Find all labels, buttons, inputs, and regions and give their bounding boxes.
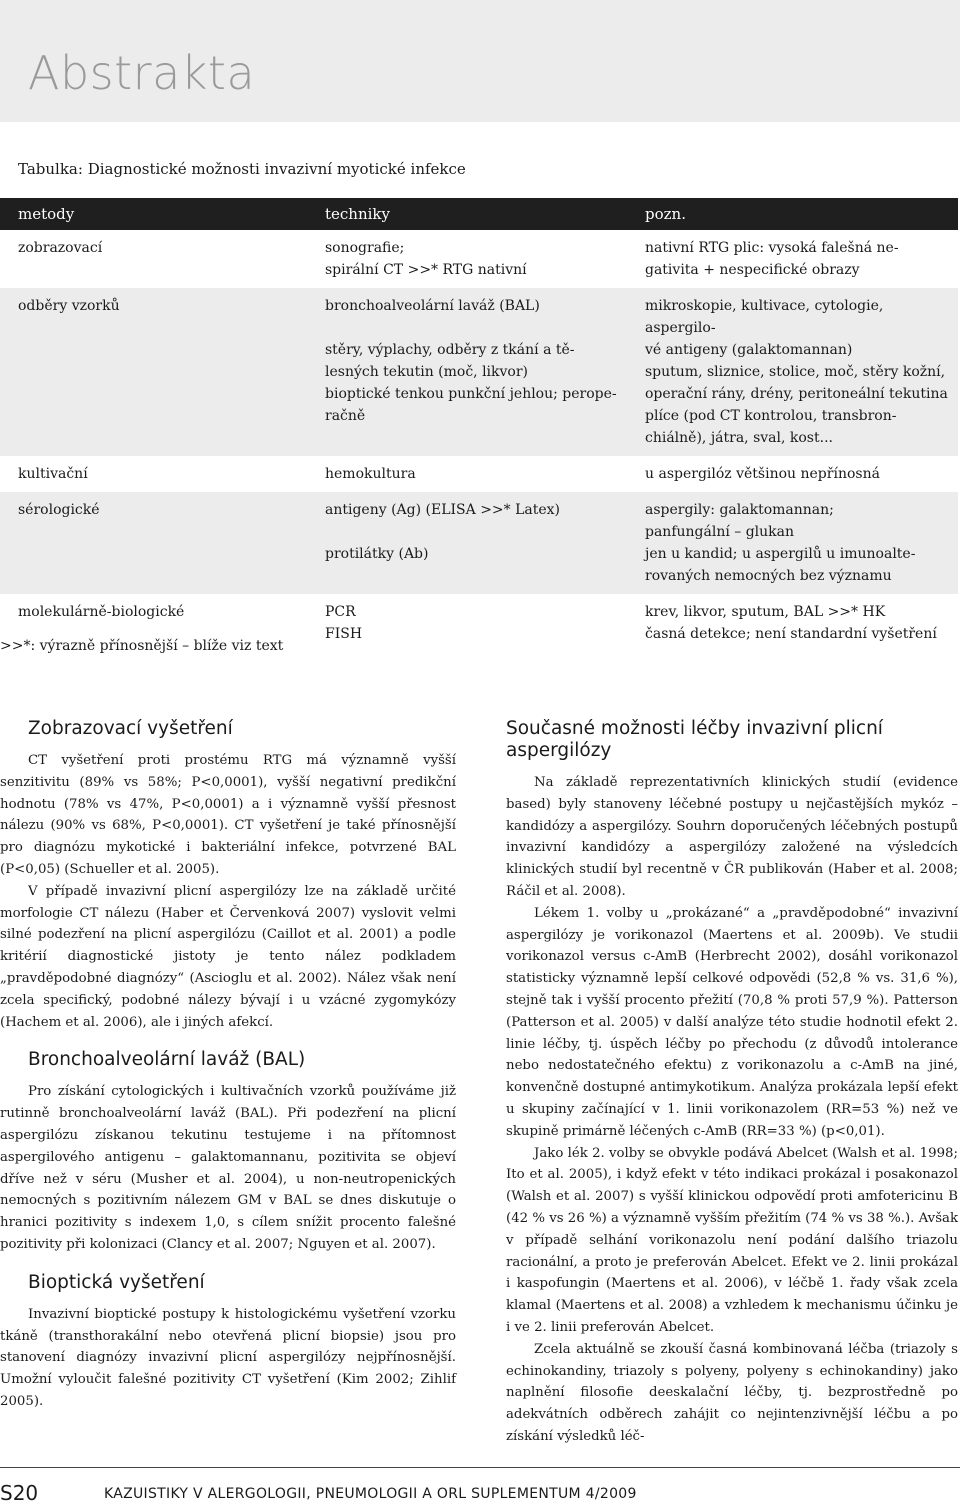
method-cell: sérologické bbox=[0, 492, 325, 594]
table-footnote: >>*: výrazně přínosnější – blíže viz text bbox=[0, 638, 284, 654]
note-line: chiálně), játra, sval, kost... bbox=[645, 430, 833, 446]
note-line: aspergily: galaktomannan; bbox=[645, 502, 834, 518]
paragraph: Lékem 1. volby u „prokázané“ a „pravděpodobné“ invazivní aspergilózy je vorikonazol (Maertens et al. 2009b). Ve studii vorikonazol versus c-AmB (Herbrecht 2002), dosáhl vorikonazol statisticky významně lepší celkové odpovědi (52,8 % vs. 31,6 %), stejně tak i vyšší procento přežití (70,8 % proti 57,9 %). Patterson (Patterson et al. 2005) v další analýze této studie hodnotil efekt 2. linie léčby, tj. úspěch léčby po přechodu (z důvodů intolerance nebo nedostatečného efektu) z vorikonazolu a c-AmB na jiné, konvenčně dostupné antimykotikum. Analýza prokázala lepší efekt u skupiny začínající v 1. linii vorikonazolem (RR=53 %) než ve skupině primárně léčených c-AmB (RR=33 %) (p<0,01). bbox=[506, 905, 958, 1139]
method-cell: zobrazovací bbox=[18, 240, 103, 256]
paragraph: Invazivní bioptické postupy k histologickému vyšetření vzorku tkáně (transthorakální nebo otevřená plicní biopsie) jsou pro stanovení diagnózy invazivní plicní aspergilózy nejpřínosnější. Umožní vyloučit falešné pozitivity CT vyšetření (Kim 2002; Zihlif 2005). bbox=[0, 1306, 456, 1409]
note-line: nativní RTG plic: vysoká falešná ne- bbox=[645, 240, 899, 256]
paragraph: Na základě reprezentativních klinických studií (evidence based) byly stanoveny léčebné postupy u nejčastějších mykóz – kandidózy a aspergilózy. Souhrn doporučených léčebných postupů invazivní kandidózy a aspergilózy založené na výsledcích klinických studií byl recentně v ČR publikován (Haber et al. 2008; Ráčil et al. 2008). bbox=[506, 775, 958, 899]
note-line: krev, likvor, sputum, BAL >>* HK bbox=[645, 604, 886, 620]
table-row bbox=[0, 492, 958, 594]
right-column bbox=[506, 718, 958, 1448]
column-header-notes: pozn. bbox=[645, 198, 958, 230]
technique-line: račně bbox=[325, 408, 366, 424]
technique-line: PCR bbox=[325, 604, 356, 620]
note-line: u aspergilóz většinou nepřínosná bbox=[645, 466, 880, 482]
technique-cell bbox=[325, 594, 645, 652]
section-gap bbox=[28, 1256, 456, 1272]
note-line: panfungální – glukan bbox=[645, 524, 795, 540]
technique-spacer bbox=[325, 317, 623, 339]
note-line: gativita + nespecifické obrazy bbox=[645, 262, 860, 278]
journal-name: KAZUISTIKY V ALERGOLOGII, PNEUMOLOGII A ORL SUPLEMENTUM 4/2009 bbox=[104, 1486, 637, 1502]
paragraph: V případě invazivní plicní aspergilózy lze na základě určité morfologie CT nálezu (Haber et Červenková 2007) vyslovit velmi silné podezření na plicní aspergilózu (Caillot et al. 2001) a podle kritérií diagnostické jistoty je tento nález podkladem „pravděpodobné diagnózy“ (Ascioglu et al. 2002). Nález však není zcela specifický, podobné nálezy bývají i u vzácné zygomykózy (Hachem et al. 2006), ale i jiných afekcí. bbox=[0, 883, 456, 1030]
table-header-row bbox=[0, 198, 958, 230]
note-line: vé antigeny (galaktomannan) bbox=[645, 342, 853, 358]
note-line: sputum, sliznice, stolice, moč, stěry kožní, bbox=[645, 364, 946, 380]
technique-cell bbox=[325, 492, 645, 594]
paragraph: Zcela aktuálně se zkouší časná kombinovaná léčba (triazoly s echinokandiny, triazoly s polyeny, polyeny s echinokandiny) jako naplnění filosofie deeskalační léčby, tj. bezprostředně po adekvátních odběrech zahájit co nejintenzivnější léčbu a po získání výsledků léč- bbox=[506, 1341, 958, 1444]
section-gap bbox=[28, 1033, 456, 1049]
paragraph: CT vyšetření proti prostému RTG má významně vyšší senzitivitu (89% vs 58%; P<0,0001), vyšší negativní predikční hodnotu (78% vs 47%, P<0,0001) a i významně vyšší přesnost nálezu (90% vs 68%, P<0,0001). CT vyšetření je také přínosnější pro diagnózu mykotické i bakteriální infekce, potvrzené BAL (P<0,05) (Schueller et al. 2005). bbox=[0, 753, 456, 877]
technique-cell bbox=[325, 288, 645, 456]
technique-line: protilátky (Ab) bbox=[325, 546, 429, 562]
note-line: rovaných nemocných bez významu bbox=[645, 568, 892, 584]
technique-cell bbox=[325, 230, 645, 288]
method-cell: odběry vzorků bbox=[0, 288, 325, 456]
technique-spacer bbox=[325, 521, 623, 543]
section-heading-biopsy: Bioptická vyšetření bbox=[28, 1271, 205, 1293]
note-line: plíce (pod CT kontrolou, transbron- bbox=[645, 408, 897, 424]
technique-line: FISH bbox=[325, 626, 363, 642]
diagnostic-table bbox=[0, 198, 958, 652]
paragraph: Jako lék 2. volby se obvykle podává Abelcet (Walsh et al. 1998; Ito et al. 2005), i když efekt v této indikaci prokázal i posakonazol (Walsh et al. 2007) s vyšší klinickou odpovědí proti amfotericinu B (42 % vs 26 %) a významně vyšším přežitím (74 % vs 38 %.). Avšak v případě selhání vorikonazolu není podání dalšího triazolu racionální, a proto je preferován Abelcet. Efekt ve 2. linii prokázal i kaspofungin (Maertens et al. 2006), v léčbě 1. řady však zcela klamal (Maertens et al. 2008) a vzhledem k mechanismu účinku je i ve 2. linii preferován Abelcet. bbox=[506, 1145, 958, 1335]
technique-line: bronchoalveolární laváž (BAL) bbox=[325, 298, 540, 314]
page-number: S20 bbox=[0, 1481, 39, 1504]
note-cell bbox=[645, 594, 958, 652]
technique-cell bbox=[325, 456, 645, 492]
table-caption: Tabulka: Diagnostické možnosti invazivní myotické infekce bbox=[18, 160, 466, 178]
note-cell bbox=[645, 492, 958, 594]
note-cell bbox=[645, 456, 958, 492]
technique-line: lesných tekutin (moč, likvor) bbox=[325, 364, 528, 380]
table-row bbox=[0, 456, 958, 492]
column-header-techniques: techniky bbox=[325, 198, 645, 230]
technique-line: antigeny (Ag) (ELISA >>* Latex) bbox=[325, 502, 561, 518]
table-row bbox=[0, 288, 958, 456]
technique-line: stěry, výplachy, odběry z tkání a tě- bbox=[325, 342, 575, 358]
technique-line: bioptické tenkou punkční jehlou; perope- bbox=[325, 386, 617, 402]
note-line: jen u kandid; u aspergilů u imunoalte- bbox=[645, 546, 916, 562]
note-cell bbox=[645, 230, 958, 288]
section-heading-treatment: Současné možnosti léčby invazivní plicní aspergilózy bbox=[506, 718, 883, 761]
note-line: operační rány, drény, peritoneální tekutina bbox=[645, 386, 948, 402]
table-row bbox=[0, 230, 958, 288]
note-line: časná detekce; není standardní vyšetření bbox=[645, 626, 937, 642]
technique-line: spirální CT >>* RTG nativní bbox=[325, 262, 527, 278]
note-line: mikroskopie, kultivace, cytologie, aspergilo- bbox=[645, 298, 884, 336]
note-cell bbox=[645, 288, 958, 456]
technique-line: sonografie; bbox=[325, 240, 405, 256]
column-header-methods: metody bbox=[0, 198, 325, 230]
left-column bbox=[0, 718, 456, 1413]
footer-divider bbox=[0, 1467, 960, 1468]
method-cell: molekulárně-biologické bbox=[18, 604, 185, 620]
technique-line: hemokultura bbox=[325, 466, 416, 482]
method-cell: kultivační bbox=[18, 466, 88, 482]
paragraph: Pro získání cytologických i kultivačních vzorků používáme již rutinně bronchoalveolární laváž (BAL). Při podezření na plicní aspergilózu získanou tekutinu testujeme i na přítomnost aspergilového antigenu – galaktomannanu, pozitivita se objeví dříve než v séru (Musher et al. 2004), u non-neutropenických nemocných s pozitivním nálezem GM v BAL se dnes diskutuje o hranici pozitivity s indexem 1,0, s cílem snížit procento falešné pozitivity při kolonizaci (Clancy et al. 2007; Nguyen et al. 2007). bbox=[0, 1084, 456, 1252]
page-title: Abstrakta bbox=[28, 46, 256, 100]
section-heading-imaging: Zobrazovací vyšetření bbox=[28, 718, 233, 739]
section-heading-bal: Bronchoalveolární laváž (BAL) bbox=[28, 1049, 306, 1071]
